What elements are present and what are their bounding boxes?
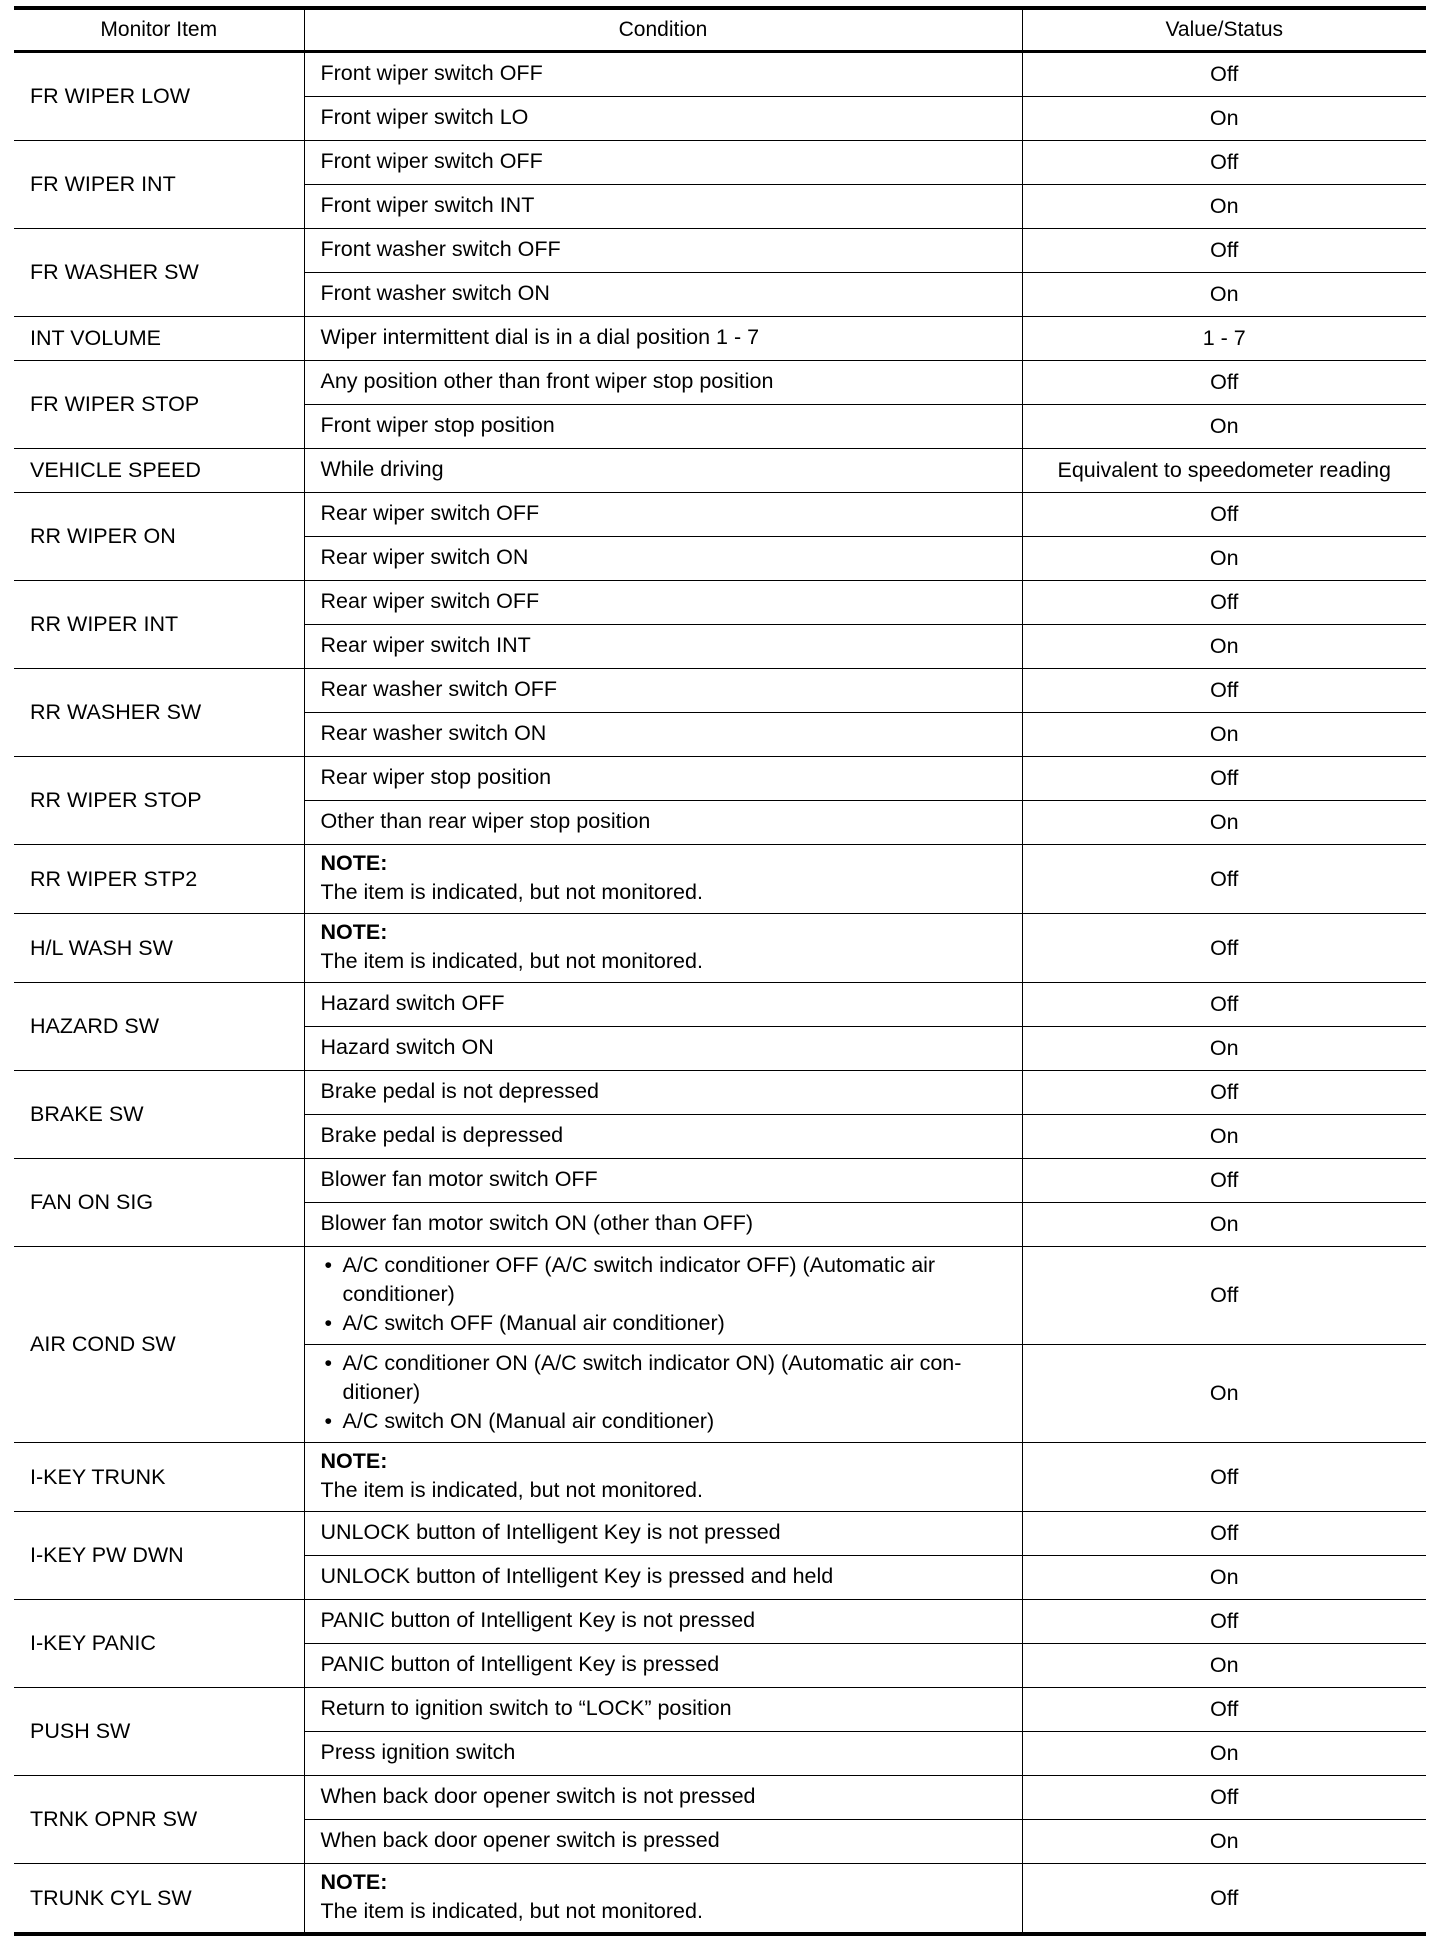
value-status-cell: Off xyxy=(1022,1776,1426,1820)
condition-cell: Any position other than front wiper stop position xyxy=(304,361,1022,405)
monitor-item-cell: RR WASHER SW xyxy=(14,669,304,757)
condition-cell: Hazard switch ON xyxy=(304,1027,1022,1071)
condition-cell: PANIC button of Intelligent Key is not pressed xyxy=(304,1600,1022,1644)
note-text: The item is indicated, but not monitored. xyxy=(320,1478,703,1502)
value-status-cell: Off xyxy=(1022,1864,1426,1935)
value-status-cell: On xyxy=(1022,1556,1426,1600)
condition-cell: Rear wiper switch INT xyxy=(304,625,1022,669)
table-row xyxy=(14,493,1426,537)
note-text: The item is indicated, but not monitored. xyxy=(320,949,703,973)
condition-cell: Rear wiper switch OFF xyxy=(304,493,1022,537)
value-status-cell: Off xyxy=(1022,361,1426,405)
note-label: NOTE: xyxy=(320,851,388,875)
note-label: NOTE: xyxy=(320,920,388,944)
header-row xyxy=(14,8,1426,52)
note-label: NOTE: xyxy=(320,1449,388,1473)
table-row xyxy=(14,1600,1426,1644)
value-status-cell: On xyxy=(1022,1732,1426,1776)
note-text: The item is indicated, but not monitored. xyxy=(320,880,703,904)
condition-cell: Front wiper switch INT xyxy=(304,185,1022,229)
condition-cell: Front wiper switch LO xyxy=(304,97,1022,141)
condition-cell: Blower fan motor switch OFF xyxy=(304,1159,1022,1203)
monitor-item-cell: TRUNK CYL SW xyxy=(14,1864,304,1935)
condition-cell: PANIC button of Intelligent Key is pressed xyxy=(304,1644,1022,1688)
condition-cell: Brake pedal is not depressed xyxy=(304,1071,1022,1115)
table-row xyxy=(14,1864,1426,1935)
condition-cell: When back door opener switch is pressed xyxy=(304,1820,1022,1864)
condition-cell: UNLOCK button of Intelligent Key is pressed and held xyxy=(304,1556,1022,1600)
condition-cell: Press ignition switch xyxy=(304,1732,1022,1776)
header-condition: Condition xyxy=(304,8,1022,52)
condition-bullet-item: • A/C conditioner OFF (A/C switch indicator OFF) (Automatic air conditioner) xyxy=(321,1251,1012,1309)
value-status-cell: On xyxy=(1022,801,1426,845)
table-row xyxy=(14,52,1426,97)
table-row xyxy=(14,449,1426,493)
monitor-item-cell: HAZARD SW xyxy=(14,983,304,1071)
value-status-cell: On xyxy=(1022,185,1426,229)
condition-cell: Rear wiper switch OFF xyxy=(304,581,1022,625)
value-status-cell: Off xyxy=(1022,581,1426,625)
table-row xyxy=(14,757,1426,801)
value-status-cell: Off xyxy=(1022,757,1426,801)
condition-cell: Front wiper switch OFF xyxy=(304,141,1022,185)
monitor-item-cell: RR WIPER STP2 xyxy=(14,845,304,914)
value-status-cell: On xyxy=(1022,1115,1426,1159)
value-status-cell: On xyxy=(1022,625,1426,669)
table-row xyxy=(14,581,1426,625)
condition-cell xyxy=(304,1247,1022,1345)
condition-cell: While driving xyxy=(304,449,1022,493)
note-label: NOTE: xyxy=(320,1870,388,1894)
condition-cell xyxy=(304,1864,1022,1935)
condition-cell: Front wiper stop position xyxy=(304,405,1022,449)
table-row xyxy=(14,361,1426,405)
condition-cell: Rear wiper stop position xyxy=(304,757,1022,801)
monitor-item-cell: FR WIPER INT xyxy=(14,141,304,229)
condition-cell: Return to ignition switch to “LOCK” position xyxy=(304,1688,1022,1732)
monitor-item-cell: FR WIPER LOW xyxy=(14,52,304,141)
value-status-cell: On xyxy=(1022,273,1426,317)
value-status-cell: Off xyxy=(1022,52,1426,97)
value-status-cell: Off xyxy=(1022,141,1426,185)
monitor-item-cell: INT VOLUME xyxy=(14,317,304,361)
value-status-cell: Off xyxy=(1022,1159,1426,1203)
monitor-item-cell: VEHICLE SPEED xyxy=(14,449,304,493)
table-row xyxy=(14,1159,1426,1203)
monitor-item-cell: PUSH SW xyxy=(14,1688,304,1776)
table-row xyxy=(14,229,1426,273)
table-header xyxy=(14,8,1426,52)
monitor-item-cell: TRNK OPNR SW xyxy=(14,1776,304,1864)
table-row xyxy=(14,1776,1426,1820)
condition-cell: Front washer switch ON xyxy=(304,273,1022,317)
condition-bullet-item: • A/C switch ON (Manual air conditioner) xyxy=(321,1407,1012,1436)
monitor-item-cell: I-KEY TRUNK xyxy=(14,1443,304,1512)
condition-bullet-list xyxy=(321,1349,1012,1436)
condition-cell: Hazard switch OFF xyxy=(304,983,1022,1027)
condition-cell: Front washer switch OFF xyxy=(304,229,1022,273)
value-status-cell: Off xyxy=(1022,845,1426,914)
condition-cell: Rear wiper switch ON xyxy=(304,537,1022,581)
value-status-cell: On xyxy=(1022,97,1426,141)
condition-cell xyxy=(304,1443,1022,1512)
value-status-cell: Off xyxy=(1022,1443,1426,1512)
table-row xyxy=(14,983,1426,1027)
monitor-item-cell: H/L WASH SW xyxy=(14,914,304,983)
table-body xyxy=(14,52,1426,1935)
monitor-item-cell: BRAKE SW xyxy=(14,1071,304,1159)
table-row xyxy=(14,1071,1426,1115)
condition-cell: Front wiper switch OFF xyxy=(304,52,1022,97)
condition-bullet-item: • A/C conditioner ON (A/C switch indicator ON) (Automatic air con-ditioner) xyxy=(321,1349,1012,1407)
value-status-cell: Off xyxy=(1022,229,1426,273)
condition-cell xyxy=(304,845,1022,914)
condition-cell: UNLOCK button of Intelligent Key is not pressed xyxy=(304,1512,1022,1556)
table-row xyxy=(14,1247,1426,1345)
value-status-cell: Off xyxy=(1022,1512,1426,1556)
condition-cell: Rear washer switch OFF xyxy=(304,669,1022,713)
condition-cell: When back door opener switch is not pressed xyxy=(304,1776,1022,1820)
value-status-cell: Equivalent to speedometer reading xyxy=(1022,449,1426,493)
value-status-cell: On xyxy=(1022,1345,1426,1443)
monitor-table-sheet xyxy=(14,6,1426,1936)
monitor-item-cell: I-KEY PANIC xyxy=(14,1600,304,1688)
condition-cell: Rear washer switch ON xyxy=(304,713,1022,757)
value-status-cell: On xyxy=(1022,1820,1426,1864)
condition-cell: Other than rear wiper stop position xyxy=(304,801,1022,845)
condition-bullet-item: • A/C switch OFF (Manual air conditioner) xyxy=(321,1309,1012,1338)
header-value-status: Value/Status xyxy=(1022,8,1426,52)
table-row xyxy=(14,1443,1426,1512)
value-status-cell: Off xyxy=(1022,669,1426,713)
condition-bullet-list xyxy=(321,1251,1012,1338)
value-status-cell: On xyxy=(1022,1027,1426,1071)
value-status-cell: Off xyxy=(1022,1688,1426,1732)
condition-cell: Wiper intermittent dial is in a dial position 1 - 7 xyxy=(304,317,1022,361)
value-status-cell: On xyxy=(1022,1203,1426,1247)
table-row xyxy=(14,914,1426,983)
value-status-cell: Off xyxy=(1022,1247,1426,1345)
header-monitor-item: Monitor Item xyxy=(14,8,304,52)
value-status-cell: Off xyxy=(1022,1071,1426,1115)
monitor-item-cell: RR WIPER ON xyxy=(14,493,304,581)
value-status-cell: On xyxy=(1022,1644,1426,1688)
value-status-cell: Off xyxy=(1022,983,1426,1027)
value-status-cell: On xyxy=(1022,713,1426,757)
table-row xyxy=(14,141,1426,185)
condition-cell: Blower fan motor switch ON (other than OFF) xyxy=(304,1203,1022,1247)
value-status-cell: On xyxy=(1022,537,1426,581)
monitor-item-cell: FAN ON SIG xyxy=(14,1159,304,1247)
table-row xyxy=(14,1512,1426,1556)
monitor-item-cell: RR WIPER STOP xyxy=(14,757,304,845)
monitor-item-table xyxy=(14,6,1426,1936)
note-text: The item is indicated, but not monitored. xyxy=(320,1899,703,1923)
value-status-cell: Off xyxy=(1022,1600,1426,1644)
condition-cell xyxy=(304,1345,1022,1443)
monitor-item-cell: FR WIPER STOP xyxy=(14,361,304,449)
condition-cell: Brake pedal is depressed xyxy=(304,1115,1022,1159)
monitor-item-cell: I-KEY PW DWN xyxy=(14,1512,304,1600)
monitor-item-cell: RR WIPER INT xyxy=(14,581,304,669)
monitor-item-cell: AIR COND SW xyxy=(14,1247,304,1443)
value-status-cell: Off xyxy=(1022,493,1426,537)
value-status-cell: 1 - 7 xyxy=(1022,317,1426,361)
value-status-cell: Off xyxy=(1022,914,1426,983)
value-status-cell: On xyxy=(1022,405,1426,449)
table-row xyxy=(14,1688,1426,1732)
table-row xyxy=(14,669,1426,713)
monitor-item-cell: FR WASHER SW xyxy=(14,229,304,317)
condition-cell xyxy=(304,914,1022,983)
table-row xyxy=(14,845,1426,914)
table-row xyxy=(14,317,1426,361)
